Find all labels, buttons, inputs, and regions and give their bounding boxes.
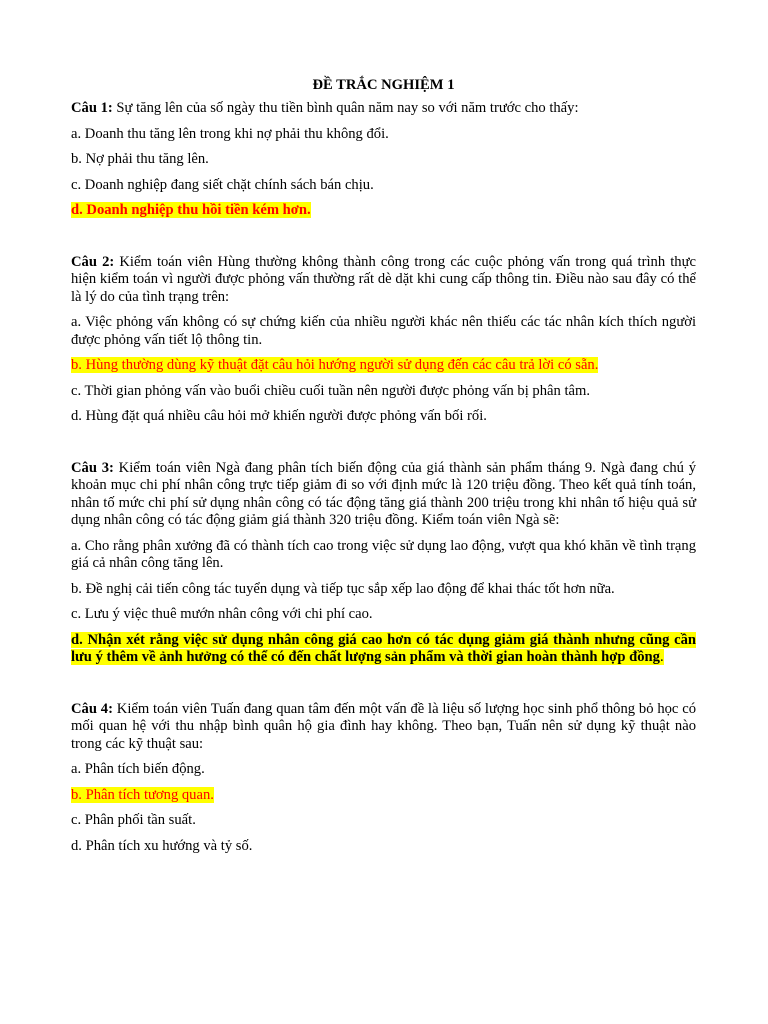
q4-option-c: c. Phân phối tần suất. <box>71 812 196 828</box>
question-2-text: Kiểm toán viên Hùng thường không thành công trong các cuộc phỏng vấn trong quá trình thực hiện kiểm toán vì người được phỏng vấn thường rất dè dặt khi cung cấp thông tin. Điều nào sau đây có thể là lý do của tình trạng trên: <box>71 253 696 305</box>
q3-answer-period: . <box>659 649 664 665</box>
q4-option-b-answer <box>71 787 696 805</box>
q2-option-b-answer <box>71 357 696 375</box>
question-3 <box>71 460 696 530</box>
q1-answer-highlight: d. Doanh nghiệp thu hồi tiền kém hơn. <box>71 202 311 218</box>
q1-option-b: b. Nợ phải thu tăng lên. <box>71 151 209 167</box>
q4-answer-highlight: b. Phân tích tương quan. <box>71 786 214 803</box>
q3-option-a: a. Cho rằng phân xưởng đã có thành tích cao trong việc sử dụng lao động, vượt qua khó khăn về tình trạng giá cả nhân công tăng lên. <box>71 537 696 571</box>
q3-option-d-answer <box>71 632 696 667</box>
question-2-label: Câu 2: <box>71 253 115 270</box>
question-1 <box>71 100 696 118</box>
q4-option-a: a. Phân tích biến động. <box>71 761 205 777</box>
question-4-label: Câu 4: <box>71 700 113 717</box>
q2-option-c: c. Thời gian phỏng vấn vào buổi chiều cuối tuần nên người được phỏng vấn bị phân tâm. <box>71 382 590 399</box>
question-3-text: Kiểm toán viên Ngà đang phân tích biến động của giá thành sản phẩm tháng 9. Ngà đang chú ý khoản mục chi phí nhân công trực tiếp giảm đi so với định mức là 120 triệu đồng. Theo kết quả tính toán, nhân tố mức chi phí sử dụng nhân công có tác động tăng giá thành 200 triệu trong khi nhân tố hiệu quả sử dụng nhân công có tác động giảm giá thành 320 triệu đồng. Kiểm toán viên Ngà sẽ: <box>71 459 697 528</box>
q2-answer-highlight: b. Hùng thường dùng kỹ thuật đặt câu hỏi hướng người sử dụng đến các câu trả lời có sẵn. <box>71 357 599 373</box>
document-page <box>71 76 696 863</box>
q2-option-a: a. Việc phỏng vấn không có sự chứng kiến của nhiều người khác nên thiếu các tác nhân kích thích người được phỏng vấn tiết lộ thông tin. <box>71 314 696 348</box>
question-2 <box>71 254 696 307</box>
question-1-label: Câu 1: <box>71 100 113 116</box>
q2-option-d: d. Hùng đặt quá nhiều câu hỏi mở khiến người được phỏng vấn bối rối. <box>71 408 487 424</box>
q3-option-c: c. Lưu ý việc thuê mướn nhân công với chi phí cao. <box>71 606 373 622</box>
question-1-text: Sự tăng lên của số ngày thu tiền bình quân năm nay so với năm trước cho thấy: <box>112 100 579 116</box>
q3-option-b: b. Đề nghị cải tiến công tác tuyển dụng và tiếp tục sắp xếp lao động để khai thác tốt hơn nữa. <box>71 580 615 597</box>
question-4-text: Kiểm toán viên Tuấn đang quan tâm đến một vấn đề là liệu số lượng học sinh phổ thông bỏ học có mối quan hệ với thu nhập bình quân hộ gia đình hay không. Theo bạn, Tuấn nên sử dụng kỹ thuật nào trong các kỹ thuật sau: <box>71 700 696 752</box>
page-title: ĐỀ TRẮC NGHIỆM 1 <box>312 77 455 93</box>
q4-option-d: d. Phân tích xu hướng và tỷ số. <box>71 837 253 854</box>
q1-option-c: c. Doanh nghiệp đang siết chặt chính sách bán chịu. <box>71 176 374 193</box>
question-3-label: Câu 3: <box>71 459 114 476</box>
q1-option-a: a. Doanh thu tăng lên trong khi nợ phải thu không đổi. <box>71 125 389 142</box>
question-4 <box>71 701 696 754</box>
q3-answer-highlight: d. Nhận xét rằng việc sử dụng nhân công giá cao hơn có tác dụng giảm giá thành nhưng cũng cần lưu ý thêm về ảnh hưởng có thể có đến chất lượng sản phẩm và thời gian hoàn thành hợp đồng <box>71 631 696 665</box>
q1-option-d-answer <box>71 202 696 220</box>
